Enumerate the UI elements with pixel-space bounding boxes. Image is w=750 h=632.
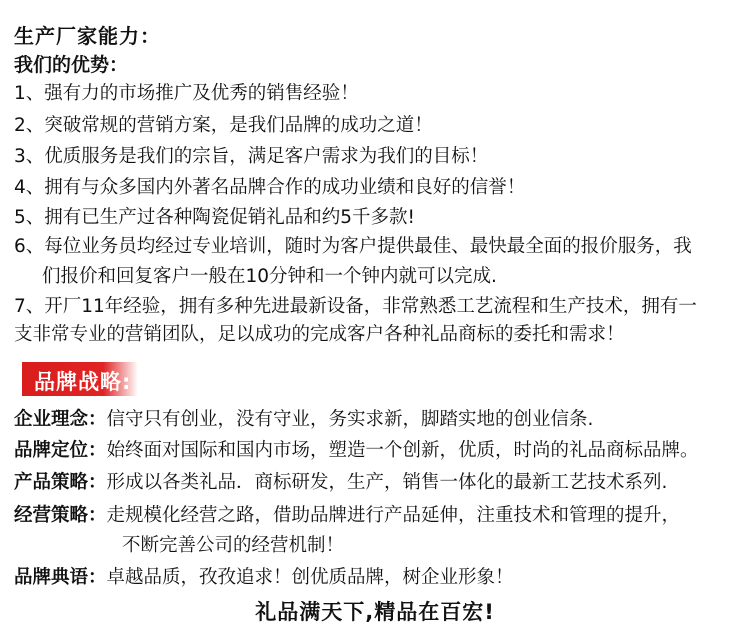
strategy-line <box>14 436 699 466</box>
strategy-line <box>14 563 514 593</box>
advantages-title: 我们的优势： <box>14 54 129 76</box>
strategy-label: 经营策略： <box>14 505 107 526</box>
strategy-text: 卓越品质，孜孜追求！创优质品牌，树企业形象！ <box>106 567 514 588</box>
strategy-line <box>14 468 667 498</box>
strategy-line <box>14 405 593 435</box>
strategy-text: 不断完善公司的经营机制！ <box>122 535 345 556</box>
advantage-item: 5、拥有已生产过各种陶瓷促销礼品和约5千多款! <box>14 207 415 228</box>
advantage-item: 3、优质服务是我们的宗旨，满足客户需求为我们的目标！ <box>14 146 489 167</box>
strategy-label: 品牌典语： <box>14 567 107 588</box>
strategy-title: 品牌战略: <box>34 370 132 394</box>
advantage-item-continuation: 们报价和回复客户一般在10分钟和一个钟内就可以完成. <box>42 266 497 287</box>
strategy-text: 始终面对国际和国内市场，塑造一个创新，优质，时尚的礼品商标品牌。 <box>106 440 699 461</box>
strategy-text: 形成以各类礼品．商标研发，生产，销售一体化的最新工艺技术系列. <box>106 472 668 493</box>
strategy-text: 信守只有创业，没有守业，务实求新，脚踏实地的创业信条. <box>106 409 594 430</box>
advantage-item: 4、拥有与众多国内外著名品牌合作的成功业绩和良好的信誉！ <box>14 177 526 198</box>
strategy-label: 产品策略： <box>14 472 107 493</box>
advantage-item: 7、开厂11年经验，拥有多种先进最新设备，非常熟悉工艺流程和生产技术，拥有一 <box>14 296 697 317</box>
advantage-item: 6、每位业务员均经过专业培训，随时为客户提供最佳、最快最全面的报价服务，我 <box>14 236 692 257</box>
company-slogan: 礼品满天下,精品在百宏! <box>255 600 495 624</box>
capability-heading: 生产厂家能力： <box>14 24 161 48</box>
advantage-item: 2、突破常规的营销方案，是我们品牌的成功之道！ <box>14 115 433 136</box>
strategy-label: 品牌定位： <box>14 440 107 461</box>
advantage-item: 1、强有力的市场推广及优秀的销售经验！ <box>14 83 359 104</box>
advantage-item-continuation: 支非常专业的营销团队，足以成功的完成客户各种礼品商标的委托和需求！ <box>14 324 625 345</box>
strategy-line <box>14 501 680 531</box>
strategy-label: 企业理念： <box>14 409 107 430</box>
strategy-text: 走规模化经营之路，借助品牌进行产品延伸，注重技术和管理的提升， <box>106 505 681 526</box>
strategy-line-continuation <box>122 531 344 561</box>
